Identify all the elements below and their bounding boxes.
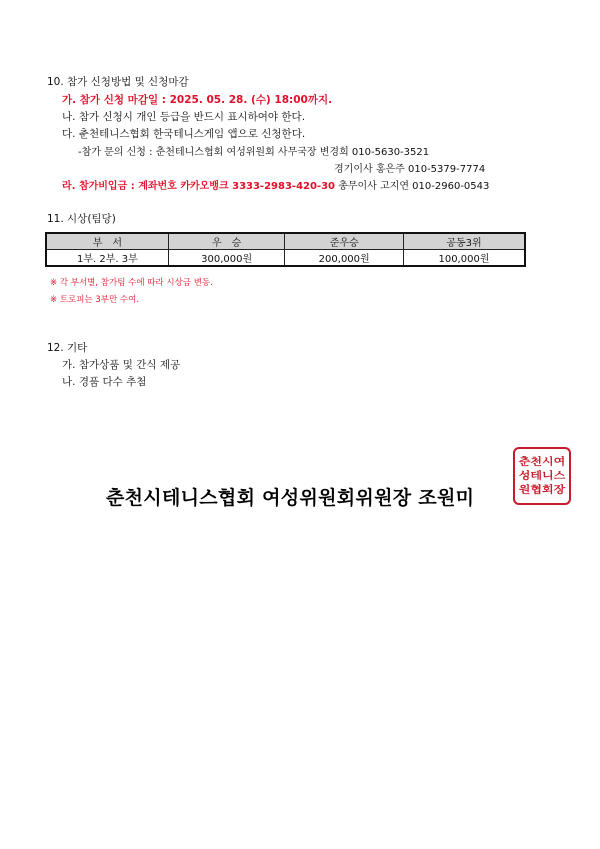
inquiry-line-2: 경기이사 홍은주 010-5379-7774 [334, 164, 486, 175]
header-runner-up: 준우승 [285, 233, 404, 250]
fee-account: 라. 참가비입금 : 계좌번호 카카오뱅크 3333-2983-420-30 [62, 181, 336, 192]
fee-line [62, 177, 489, 192]
fee-contact: 총무이사 고지연 010-2960-0543 [338, 181, 490, 192]
official-seal-stamp [513, 447, 571, 505]
cell-runner-up-prize: 200,000원 [285, 250, 404, 267]
app-apply-line: 다. 춘천테니스협회 한국테니스게임 앱으로 신청한다. [62, 128, 306, 140]
signature-line: 춘천시테니스협회 여성위원회위원장 조원미 [106, 487, 475, 509]
header-division: 부 서 [46, 233, 168, 250]
section-10-heading: 10. 참가 신청방법 및 신청마감 [47, 76, 189, 88]
seal-row-3: 원협회장 [518, 483, 559, 496]
header-joint-third: 공동3위 [403, 233, 525, 250]
table-row [46, 250, 525, 267]
seal-graphic [515, 449, 569, 503]
prize-table [45, 232, 526, 267]
cell-third-prize: 100,000원 [403, 250, 525, 267]
section-11-heading: 11. 시상(팀당) [47, 213, 116, 225]
prize-note-1: ※ 각 부서별, 참가팀 수에 따라 시상금 변동. [50, 278, 213, 288]
inquiry-line-1: -참가 문의 신청 : 춘천테니스협회 여성위원회 사무국장 변경희 010-5630-3521 [78, 147, 430, 158]
deadline-line: 가. 참가 신청 마감일 : 2025. 05. 28. (수) 18:00까지. [62, 94, 333, 106]
seal-row-2: 성테니스 [518, 469, 559, 482]
prize-table-header-row [46, 233, 525, 250]
cell-division: 1부. 2부. 3부 [46, 250, 168, 267]
seal-row-1: 춘천시여 [518, 455, 559, 468]
header-winner: 우 승 [168, 233, 285, 250]
section-12-heading: 12. 기타 [47, 342, 88, 354]
prize-note-2: ※ 트로피는 3부만 수여. [50, 295, 140, 305]
grade-notice-line: 나. 참가 신청시 개인 등급을 반드시 표시하여야 한다. [62, 111, 306, 123]
gift-line: 가. 참가상품 및 간식 제공 [62, 359, 181, 371]
raffle-line: 나. 경품 다수 추첨 [62, 376, 147, 388]
cell-winner-prize: 300,000원 [168, 250, 285, 267]
